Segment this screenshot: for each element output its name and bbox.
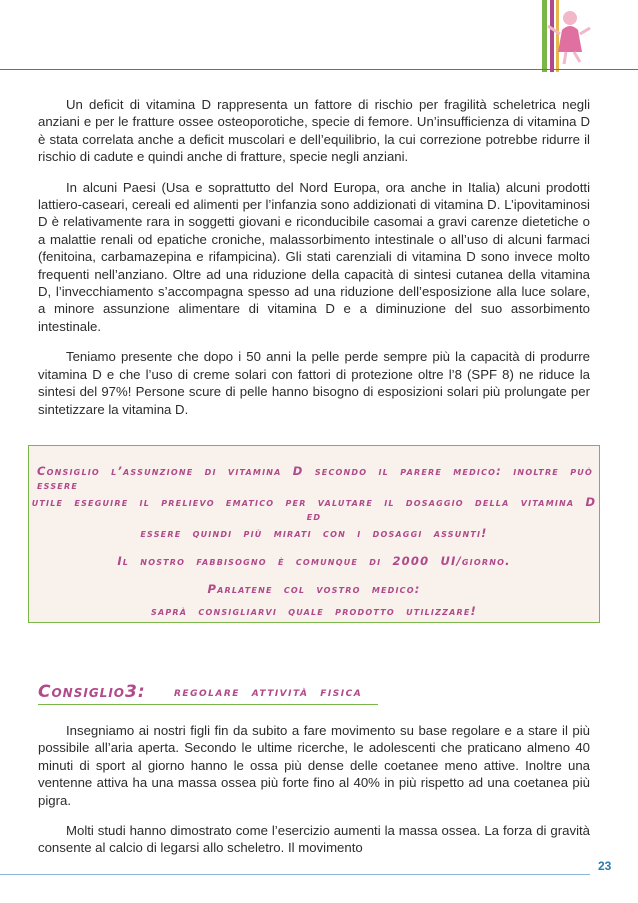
section-heading: [38, 682, 363, 706]
advice-line: Il nostro fabbisogno è comunque di 2000 UI/giorno.: [117, 554, 511, 568]
heading-label: Consiglio3:: [38, 682, 146, 702]
paragraph: In alcuni Paesi (Usa e soprattutto del Nord Europa, ora anche in Italia) alcuni prodotti lattiero-caseari, cereali ed alimenti per l’infanzia sono addizionati di vitamina D. L’ipovitaminosi D è relativamente rara in soggetti giovani e riconducibile casomai a gravi carenze dietetiche o a malattie renali od epatiche croniche, malassorbimento intestinale o all’uso di alcuni farmaci (fenitoina, carbamazepina e rifampicina). Gli stati carenziali di vitamina D sono invece molto frequenti nell’anziano. Oltre ad una riduzione della capacità di sintesi cutanea della vitamina D, l’invecchiamento s’accompagna spesso ad una riduzione dell’esposizione alla luce solare, a minore assunzione alimentare di vitamina D e a diminuzione del suo assorbimento intestinale.: [38, 179, 590, 334]
advice-line: utile eseguire il prelievo ematico per valutare il dosaggio della vitamina D ed: [31, 495, 597, 523]
advice-line: Parlatene col vostro medico:: [207, 582, 421, 596]
green-stripe: [542, 0, 547, 72]
girl-leg: [574, 52, 580, 62]
girl-dress: [558, 26, 582, 52]
page-number: 23: [598, 859, 612, 873]
pink-stripe: [550, 0, 554, 72]
section-physical-activity: [38, 722, 590, 870]
section-vitamin-d: [38, 96, 590, 431]
girl-arm: [580, 28, 590, 34]
yellow-stripe: [556, 0, 559, 72]
heading-underline: [38, 704, 378, 705]
girl-illustration: [528, 0, 598, 72]
paragraph: Un deficit di vitamina D rappresenta un fattore di rischio per fragilità scheletrica negli anziani e per le fratture ossee osteoporotiche, specie di femore. Un’insufficienza di vitamina D è stata correlata anche a deficit muscolari e dell’equilibrio, la cui correzione potrebbe ridurre il rischio di cadute e quindi anche di fratture, specie negli anziani.: [38, 97, 590, 165]
heading-subtitle: regolare attività fisica: [174, 684, 363, 699]
advice-box: [28, 445, 600, 623]
paragraph: Insegniamo ai nostri figli fin da subito a fare movimento su base regolare e a stare il più possibile all’aria aperta. Secondo le ultime ricerche, le adolescenti che praticano almeno 40 minuti di sport al giorno hanno le ossa più dense delle coetanee meno attive. Inoltre una ventenne attiva ha una massa ossea più forte fino al 40% in più rispetto ad una coetanea più pigra.: [38, 723, 590, 808]
advice-line: essere quindi più mirati con i dosaggi assunti!: [140, 526, 488, 540]
top-divider: [0, 69, 638, 70]
paragraph: Molti studi hanno dimostrato come l’esercizio aumenti la massa ossea. La forza di gravità consente al calcio di legarsi allo scheletro. Il movimento: [38, 823, 590, 856]
advice-line: Consiglio l’assunzione di vitamina D secondo il parere medico: inoltre può essere: [37, 464, 593, 492]
paragraph: Teniamo presente che dopo i 50 anni la pelle perde sempre più la capacità di produrre vitamina D e che l’uso di creme solari con fattori di protezione oltre l’8 (SPF 8) ne riduce la sintesi del 97%! Persone scure di pelle hanno bisogno di esposizioni solari più prolungate per sintetizzare la vitamina D.: [38, 349, 590, 417]
girl-leg: [564, 52, 566, 64]
advice-line: saprà consigliarvi quale prodotto utilizzare!: [151, 604, 477, 618]
bottom-divider: [0, 874, 590, 875]
girl-head: [563, 11, 577, 25]
